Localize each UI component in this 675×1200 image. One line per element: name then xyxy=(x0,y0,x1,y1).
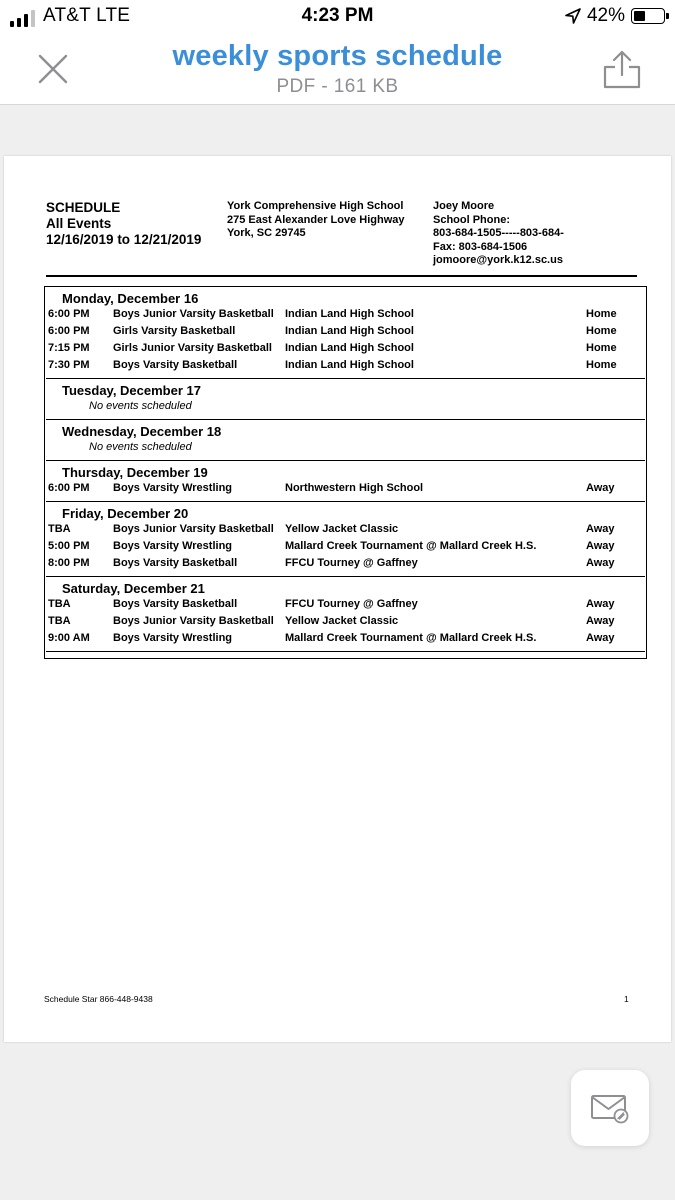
markup-button[interactable] xyxy=(571,1070,649,1146)
location-arrow-icon xyxy=(565,8,581,24)
event-location: Away xyxy=(586,557,615,569)
contact-fax: Fax: 803-684-1506 xyxy=(433,240,528,253)
event-sport: Girls Junior Varsity Basketball xyxy=(113,342,272,354)
event-time: TBA xyxy=(48,598,71,610)
document-title: weekly sports schedule xyxy=(172,40,503,72)
event-opponent: Yellow Jacket Classic xyxy=(285,615,399,627)
event-opponent: Northwestern High School xyxy=(285,482,424,494)
event-sport: Boys Varsity Wrestling xyxy=(113,632,233,644)
heading-title: SCHEDULE xyxy=(46,200,121,215)
event-opponent: Mallard Creek Tournament @ Mallard Creek H.S. xyxy=(285,540,537,552)
event-time: 8:00 PM xyxy=(48,557,90,569)
event-sport: Boys Junior Varsity Basketball xyxy=(113,523,274,535)
event-opponent: Indian Land High School xyxy=(285,342,414,354)
event-time: 7:30 PM xyxy=(48,359,90,371)
carrier-label: AT&T LTE xyxy=(43,5,131,26)
event-location: Away xyxy=(586,540,615,552)
contact-email: jomoore@york.k12.sc.us xyxy=(433,254,563,266)
event-location: Home xyxy=(586,342,617,354)
no-events-text: No events scheduled xyxy=(89,400,192,412)
day-section xyxy=(46,420,645,461)
battery-percent: 42% xyxy=(586,5,625,26)
event-row xyxy=(46,480,645,497)
mail-markup-icon xyxy=(590,1092,630,1124)
contact-name: Joey Moore xyxy=(433,200,495,212)
event-location: Away xyxy=(586,598,615,610)
day-title: Friday, December 20 xyxy=(62,506,189,521)
event-sport: Girls Varsity Basketball xyxy=(113,325,236,337)
event-time: 5:00 PM xyxy=(48,540,90,552)
event-row xyxy=(46,630,645,647)
pdf-page[interactable] xyxy=(4,156,671,1042)
contact-phone-label: School Phone: xyxy=(433,213,510,226)
document-header xyxy=(0,34,675,105)
school-name: York Comprehensive High School xyxy=(227,200,404,212)
event-opponent: FFCU Tourney @ Gaffney xyxy=(285,598,418,610)
battery-group xyxy=(565,5,665,27)
event-row xyxy=(46,596,645,613)
day-section xyxy=(46,379,645,420)
event-location: Home xyxy=(586,308,617,320)
day-section xyxy=(46,577,645,652)
event-time: 9:00 AM xyxy=(48,632,90,644)
header-divider xyxy=(46,275,637,277)
event-opponent: Indian Land High School xyxy=(285,325,414,337)
event-location: Home xyxy=(586,325,617,337)
day-title: Wednesday, December 18 xyxy=(62,424,222,439)
event-time: 6:00 PM xyxy=(48,325,90,337)
share-icon xyxy=(600,47,644,91)
event-sport: Boys Varsity Basketball xyxy=(113,598,238,610)
contact-info xyxy=(433,200,564,268)
day-section xyxy=(46,461,645,502)
heading-date-range: 12/16/2019 to 12/21/2019 xyxy=(46,232,202,247)
school-city: York, SC 29745 xyxy=(227,227,306,239)
event-location: Away xyxy=(586,615,615,627)
event-sport: Boys Varsity Basketball xyxy=(113,359,238,371)
no-events-text: No events scheduled xyxy=(89,441,192,453)
school-address: 275 East Alexander Love Highway xyxy=(227,213,405,226)
event-sport: Boys Varsity Wrestling xyxy=(113,482,233,494)
day-title: Tuesday, December 17 xyxy=(62,383,201,398)
event-row xyxy=(46,306,645,323)
event-time: 6:00 PM xyxy=(48,482,90,494)
event-row xyxy=(46,340,645,357)
schedule-heading xyxy=(46,200,201,248)
event-row xyxy=(46,555,645,572)
event-sport: Boys Junior Varsity Basketball xyxy=(113,308,274,320)
day-section xyxy=(46,502,645,577)
clock: 4:23 PM xyxy=(301,5,374,26)
event-opponent: Mallard Creek Tournament @ Mallard Creek H.S. xyxy=(285,632,537,644)
event-row xyxy=(46,613,645,630)
event-location: Away xyxy=(586,482,615,494)
event-sport: Boys Varsity Wrestling xyxy=(113,540,233,552)
event-opponent: FFCU Tourney @ Gaffney xyxy=(285,557,418,569)
event-location: Away xyxy=(586,523,615,535)
day-title: Monday, December 16 xyxy=(62,291,199,306)
event-sport: Boys Varsity Basketball xyxy=(113,557,238,569)
event-location: Away xyxy=(586,632,615,644)
event-opponent: Indian Land High School xyxy=(285,308,414,320)
event-opponent: Indian Land High School xyxy=(285,359,414,371)
page-number: 1 xyxy=(624,994,629,1004)
event-location: Home xyxy=(586,359,617,371)
status-bar xyxy=(0,0,675,34)
event-time: 6:00 PM xyxy=(48,308,90,320)
school-info xyxy=(227,200,405,241)
heading-subtitle: All Events xyxy=(46,216,112,231)
event-sport: Boys Junior Varsity Basketball xyxy=(113,615,274,627)
event-time: TBA xyxy=(48,523,71,535)
event-time: TBA xyxy=(48,615,71,627)
event-row xyxy=(46,521,645,538)
event-row xyxy=(46,538,645,555)
footer-text: Schedule Star 866-448-9438 xyxy=(44,994,153,1004)
event-row xyxy=(46,323,645,340)
event-opponent: Yellow Jacket Classic xyxy=(285,523,399,535)
day-title: Saturday, December 21 xyxy=(62,581,205,596)
day-section xyxy=(46,287,645,379)
contact-phone: 803-684-1505-----803-684- xyxy=(433,227,564,239)
document-meta: PDF - 161 KB xyxy=(276,76,399,97)
schedule-table xyxy=(44,286,647,659)
battery-icon xyxy=(631,8,665,24)
event-row xyxy=(46,357,645,374)
event-time: 7:15 PM xyxy=(48,342,90,354)
share-button[interactable] xyxy=(600,47,644,91)
day-title: Thursday, December 19 xyxy=(62,465,208,480)
